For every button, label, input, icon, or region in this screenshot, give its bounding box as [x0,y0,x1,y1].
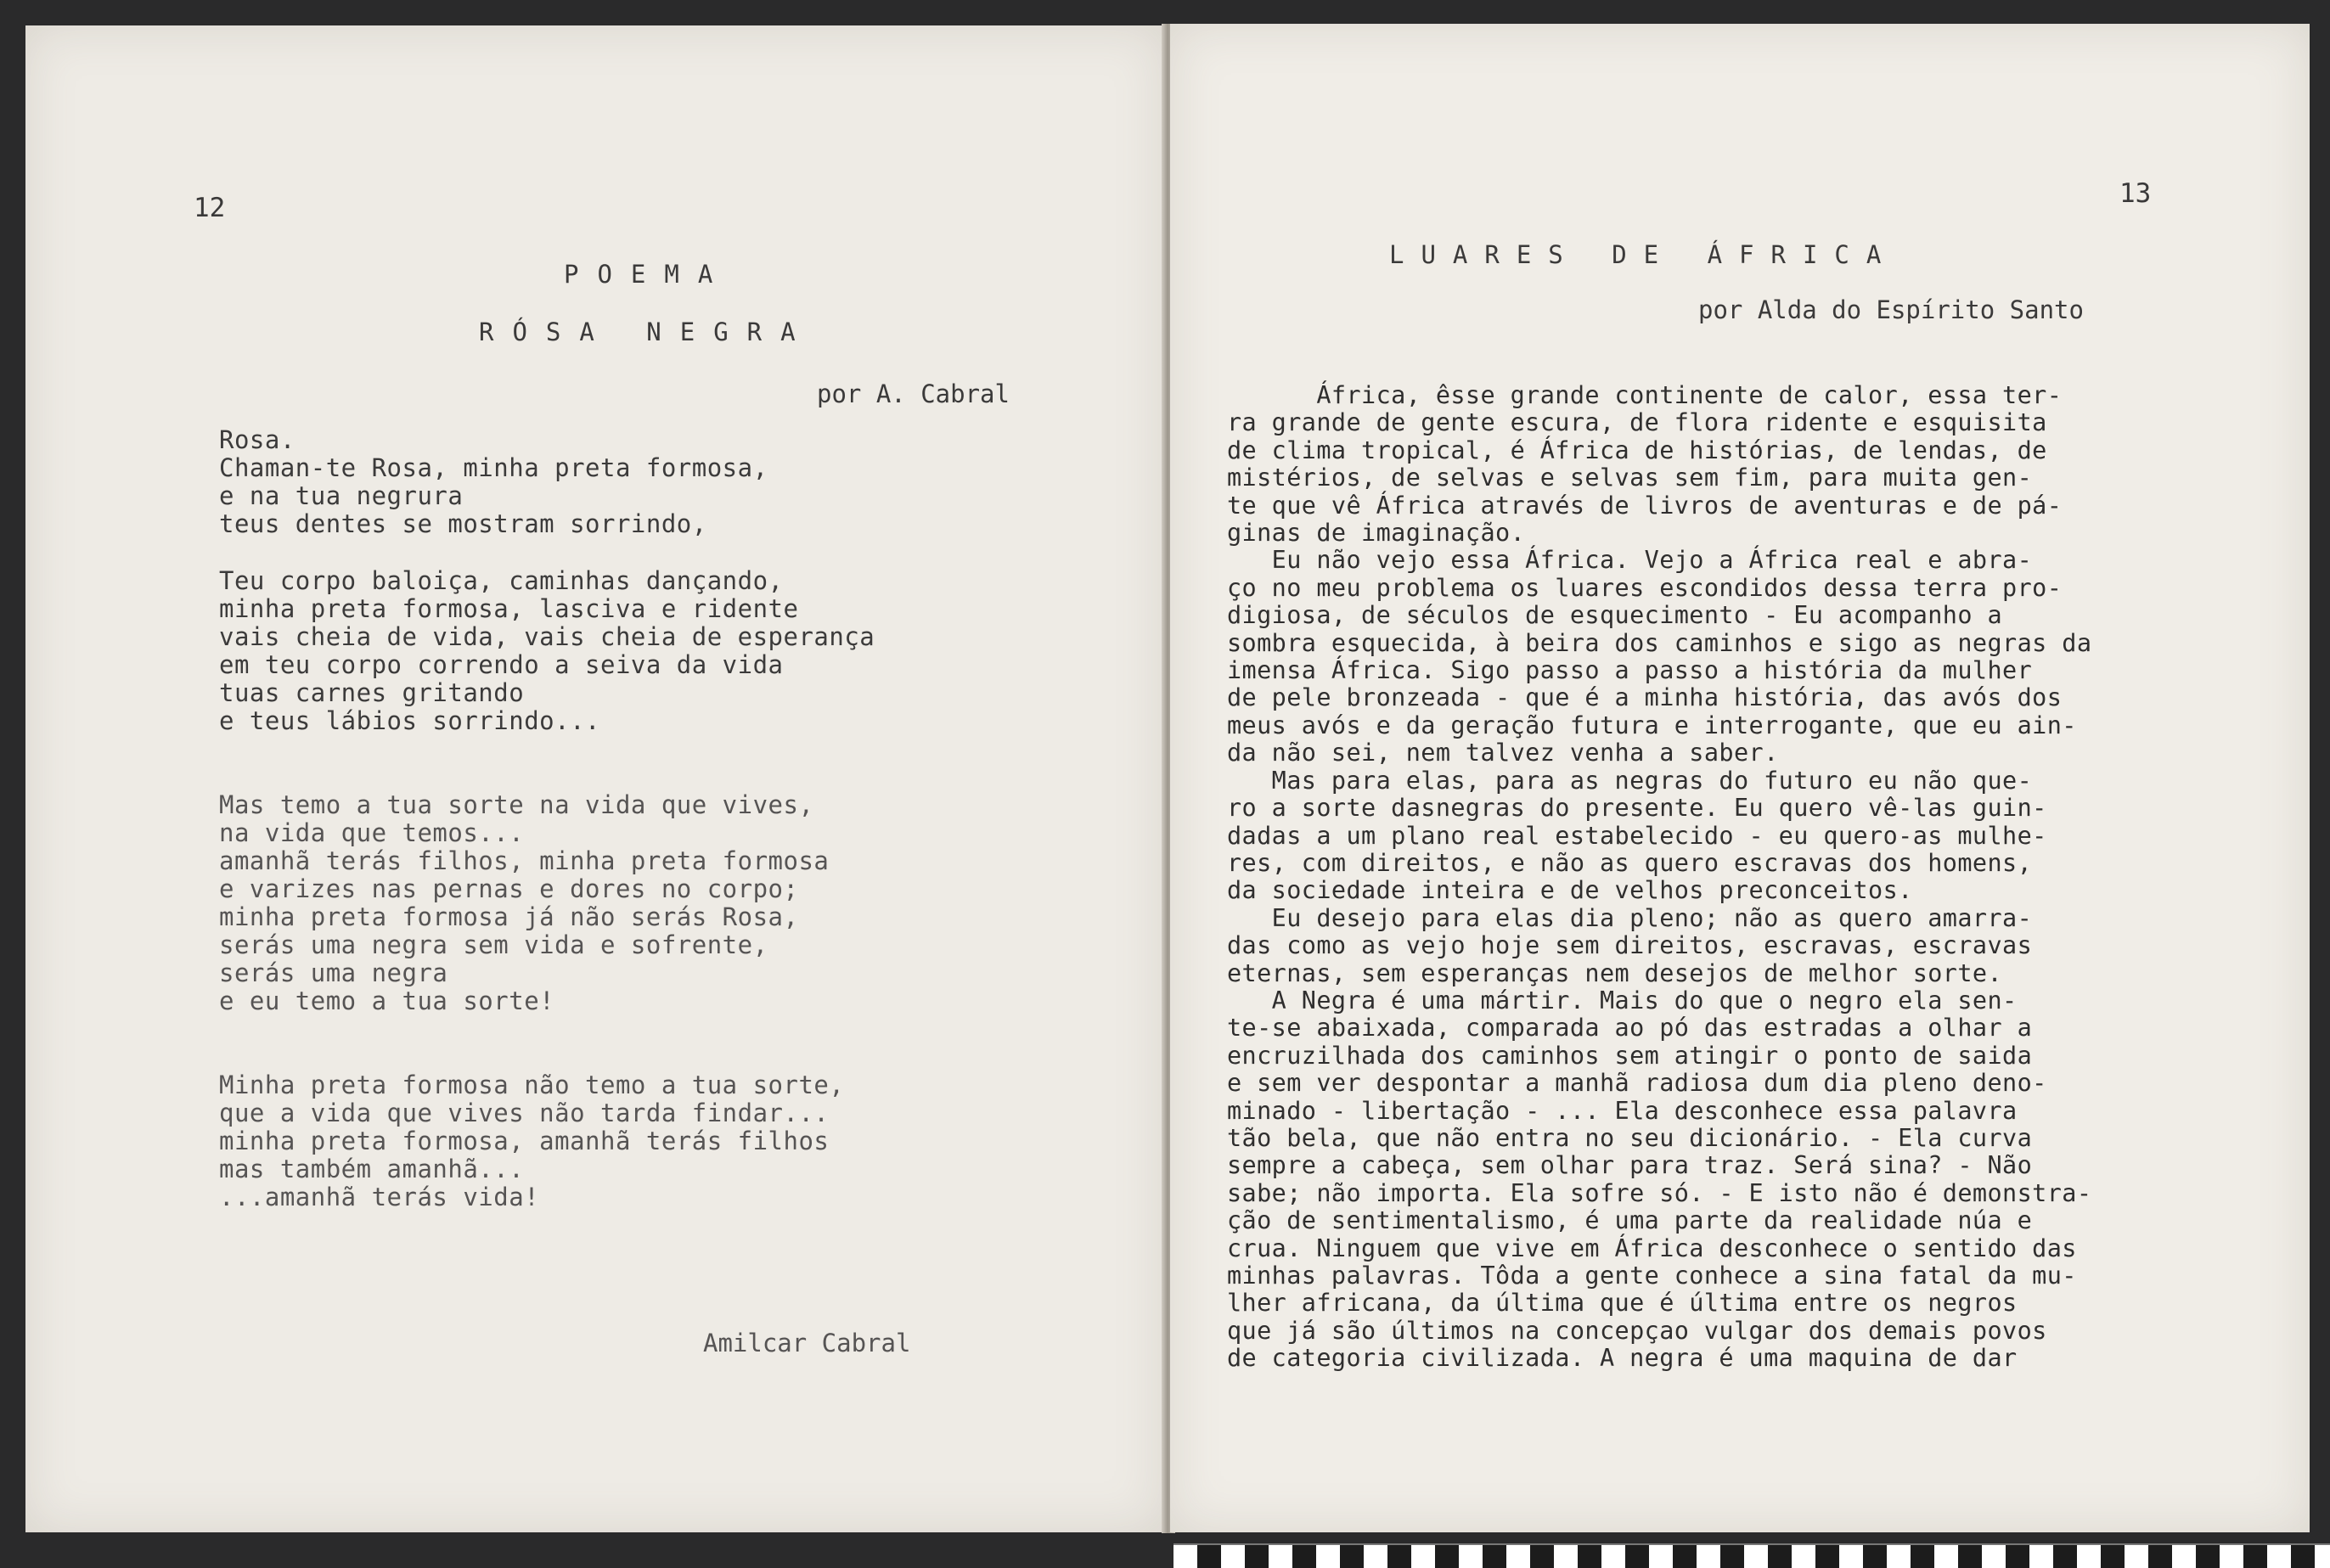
text-line: dadas a um plano real estabelecido - eu quero-as mulhe- [1227,821,2047,850]
poem-body [219,426,875,1211]
text-line: sempre a cabeça, sem olhar para traz. Será sina? - Não [1227,1151,2033,1180]
text-line: de categoria civilizada. A negra é uma maquina de dar [1227,1344,2018,1373]
poem-line: Teu corpo baloiça, caminhas dançando, [219,566,784,595]
text-line: lher africana, da última que é última entre os negros [1227,1289,2018,1318]
stanza-break [219,1015,875,1071]
stanza-break [219,538,875,567]
right-page-number: 13 [2119,178,2152,209]
text-line: mistérios, de selvas e selvas sem fim, para muita gen- [1227,464,2033,492]
article-body [1227,382,2091,1373]
left-page-number: 12 [194,193,226,223]
poem-line: na vida que temos... [219,818,525,847]
poem-line: Chaman-te Rosa, minha preta formosa, [219,453,768,482]
poem-line: serás uma negra [219,958,448,987]
text-line: imensa África. Sigo passo a passo a história da mulher [1227,656,2033,685]
text-line: ro a sorte dasnegras do presente. Eu quero vê-las guin- [1227,794,2047,823]
text-line: África, êsse grande continente de calor, essa ter- [1227,381,2063,409]
text-line: tão bela, que não entra no seu dicionário. - Ela curva [1227,1123,2033,1152]
text-line: eternas, sem esperanças nem desejos de melhor sorte. [1227,958,2003,987]
text-line: de clima tropical, é África de histórias, de lendas, de [1227,436,2047,464]
text-line: ra grande de gente escura, de flora ridente e esquisita [1227,408,2047,437]
text-line: sabe; não importa. Ela sofre só. - E isto não é demonstra- [1227,1178,2092,1207]
poem-line: amanhã terás filhos, minha preta formosa [219,846,830,875]
poem-line: minha preta formosa, lasciva e ridente [219,594,799,623]
poem-line: que a vida que vives não tarda findar... [219,1099,830,1127]
poem-line: e eu temo a tua sorte! [219,986,555,1015]
stanza-break [219,735,875,791]
text-line: e sem ver despontar a manhã radiosa dum dia pleno deno- [1227,1069,2047,1098]
poem-line: e na tua negrura [219,481,464,510]
text-line: da não sei, nem talvez venha a saber. [1227,739,1779,767]
poem-line: e varizes nas pernas e dores no corpo; [219,874,799,903]
text-line: Mas para elas, para as negras do futuro eu não que- [1227,766,2033,795]
poem-line: minha preta formosa, amanhã terás filhos [219,1127,830,1155]
text-line: de pele bronzeada - que é a minha história, das avós dos [1227,683,2063,712]
text-line: te que vê África através de livros de aventuras e de pá- [1227,491,2063,520]
poem-line: minha preta formosa já não serás Rosa, [219,902,799,931]
poem-byline: por A. Cabral [817,379,1010,408]
text-line: sombra esquecida, à beira dos caminhos e sigo as negras da [1227,628,2092,657]
text-line: ção de sentimentalismo, é uma parte da realidade núa e [1227,1206,2033,1235]
text-line: Eu não vejo essa África. Vejo a África real e abra- [1227,546,2033,575]
poem-line: serás uma negra sem vida e sofrente, [219,930,768,959]
text-line: digiosa, de séculos de esquecimento - Eu acompanho a [1227,601,2003,630]
text-line: meus avós e da geração futura e interrogante, que eu ain- [1227,711,2077,739]
text-line: crua. Ninguem que vive em África desconhece o sentido das [1227,1234,2077,1262]
poem-line: Minha preta formosa não temo a tua sorte, [219,1071,845,1099]
text-line: encruzilhada dos caminhos sem atingir o ponto de saida [1227,1041,2033,1070]
article-title: LUARES DE ÁFRICA [1389,240,1899,269]
scale-ruler [1173,1543,2330,1568]
text-line: minado - libertação - ... Ela desconhece essa palavra [1227,1096,2018,1125]
poem-line: em teu corpo correndo a seiva da vida [219,650,784,679]
text-line: minhas palavras. Tôda a gente conhece a sina fatal da mu- [1227,1262,2077,1290]
text-line: ço no meu problema os luares escondidos dessa terra pro- [1227,573,2063,602]
poem-line: mas também amanhã... [219,1155,525,1183]
text-line: da sociedade inteira e de velhos preconceitos. [1227,876,1913,905]
article-byline: por Alda do Espírito Santo [1698,295,2084,324]
poem-line: teus dentes se mostram sorrindo, [219,509,707,538]
poem-line: ...amanhã terás vida! [219,1183,540,1211]
text-line: que já são últimos na concepçao vulgar dos demais povos [1227,1316,2047,1345]
text-line: Eu desejo para elas dia pleno; não as quero amarra- [1227,903,2033,932]
poem-line: vais cheia de vida, vais cheia de esperança [219,622,875,651]
text-line: das como as vejo hoje sem direitos, escravas, escravas [1227,931,2033,960]
poem-title: RÓSA NEGRA [479,318,814,346]
text-line: res, com direitos, e não as quero escravas dos homens, [1227,848,2033,877]
text-line: A Negra é uma mártir. Mais do que o negro ela sen- [1227,986,2018,1014]
poem-heading: POEMA [564,260,732,289]
poem-line: Mas temo a tua sorte na vida que vives, [219,790,814,819]
text-line: ginas de imaginação. [1227,519,1526,548]
poem-signature: Amilcar Cabral [703,1329,911,1357]
poem-line: tuas carnes gritando [219,678,525,707]
poem-line: e teus lábios sorrindo... [219,706,600,735]
poem-line: Rosa. [219,425,295,454]
text-line: te-se abaixada, comparada ao pó das estradas a olhar a [1227,1014,2033,1043]
